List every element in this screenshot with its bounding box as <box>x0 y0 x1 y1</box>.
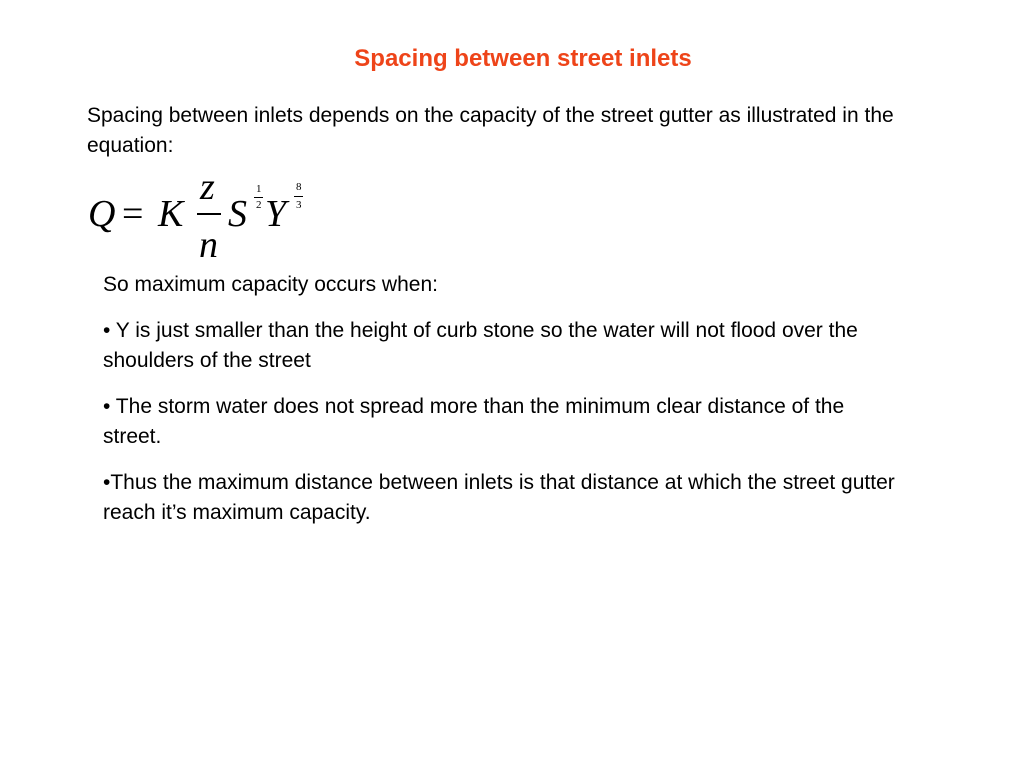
intro-paragraph: Spacing between inlets depends on the capacity of the street gutter as illustrated in the equation: <box>87 104 894 157</box>
bullet-storm-spread: • The storm water does not spread more than the minimum clear distance of the street. <box>103 395 845 448</box>
equation-fraction-bar <box>197 213 221 215</box>
equation-s-exponent-numerator: 1 <box>256 183 262 195</box>
equation-y: Y <box>265 193 287 235</box>
equation-y-exponent-denominator: 3 <box>296 199 302 211</box>
equation-y-exponent-bar <box>294 196 303 197</box>
equation-numerator-z: z <box>200 166 215 208</box>
equation-y-exponent-numerator: 8 <box>296 181 302 193</box>
conditions-block <box>103 270 903 544</box>
equation-s-exponent-bar <box>254 197 263 198</box>
equation-s-exponent-denominator: 2 <box>256 199 262 211</box>
conditions-lead: So maximum capacity occurs when: <box>103 273 438 296</box>
equation-denominator-n: n <box>199 224 218 266</box>
equation-s: S <box>228 193 247 235</box>
slide-title: Spacing between street inlets <box>354 45 692 72</box>
equation-equals: = <box>122 193 144 235</box>
equation-q: Q <box>88 193 116 235</box>
equation-k: K <box>158 193 184 235</box>
bullet-max-distance: •Thus the maximum distance between inlets is that distance at which the street gutter reach it’s maximum capacity. <box>103 471 895 524</box>
bullet-curb-height: • Y is just smaller than the height of curb stone so the water will not flood over the shoulders of the street <box>103 319 858 372</box>
gutter-capacity-equation <box>88 168 328 268</box>
